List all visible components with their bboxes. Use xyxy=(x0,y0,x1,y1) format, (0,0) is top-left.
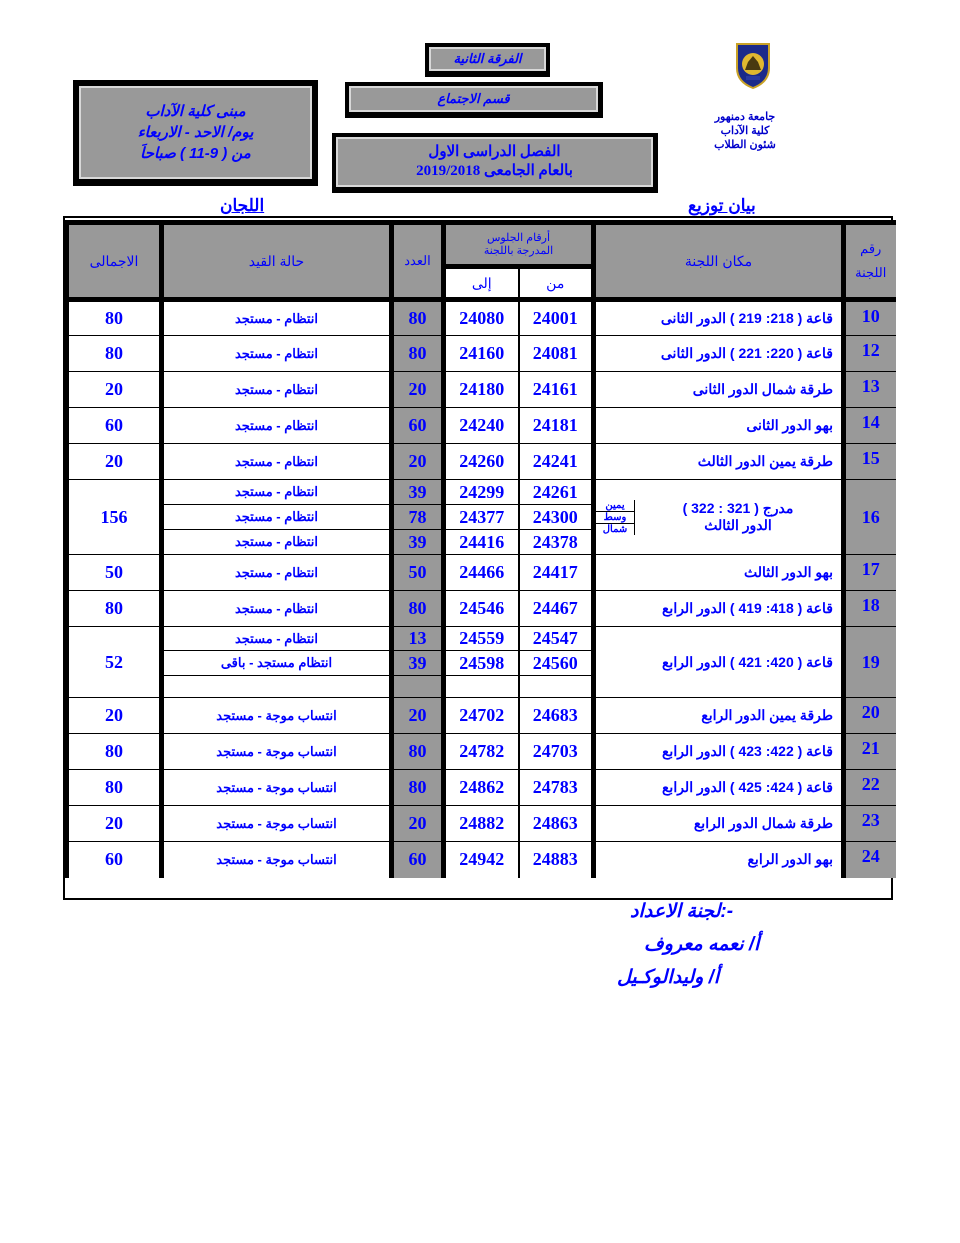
amphitheater-line2: الدور الثالث xyxy=(704,517,772,533)
table-row xyxy=(67,842,896,878)
table-row xyxy=(67,627,896,651)
amphitheater-line1: مدرج ( 321 : 322 ) xyxy=(682,500,794,516)
header-total: الاجمالى xyxy=(67,223,162,300)
committee-location: قاعة ( 420: 421 ) الدور الرابع xyxy=(594,627,844,698)
committee-number: 10 xyxy=(844,300,896,336)
enrollment-status: انتساب موجة - مستجد xyxy=(162,806,392,842)
seat-to: 24466 xyxy=(444,555,519,591)
enrollment-status: انتظام - مستجد xyxy=(162,372,392,408)
committee-member-2: أ/ وليدالوكـيل xyxy=(617,967,720,988)
seat-to: 24260 xyxy=(444,444,519,480)
seat-from: 24081 xyxy=(519,336,594,372)
section-middle: وسط xyxy=(596,512,634,524)
committee-location: بهو الدور الرابع xyxy=(594,842,844,878)
seat-to: 24416 xyxy=(444,530,519,555)
table-row xyxy=(67,444,896,480)
seat-from: 24181 xyxy=(519,408,594,444)
enrollment-status: انتظام - مستجد xyxy=(162,627,392,651)
enrollment-status: انتظام - مستجد xyxy=(162,591,392,627)
seat-to: 24559 xyxy=(444,627,519,651)
student-count: 39 xyxy=(392,480,444,505)
student-count: 78 xyxy=(392,505,444,530)
seat-to: 24160 xyxy=(444,336,519,372)
committee-total: 80 xyxy=(67,591,162,627)
preparation-committee-label: لجنة الاعداد:- xyxy=(630,901,734,922)
seat-from: 24783 xyxy=(519,770,594,806)
student-count: 20 xyxy=(392,372,444,408)
enrollment-status: انتظام - مستجد xyxy=(162,555,392,591)
enrollment-status-empty xyxy=(162,676,392,698)
department-box xyxy=(345,82,603,118)
seat-from: 24161 xyxy=(519,372,594,408)
seat-from: 24683 xyxy=(519,698,594,734)
section-labels xyxy=(596,500,634,535)
committee-location: بهو الدور الثانى xyxy=(594,408,844,444)
student-count: 50 xyxy=(392,555,444,591)
university-name: جامعة دمنهور xyxy=(714,111,776,123)
student-count: 80 xyxy=(392,300,444,336)
committee-total: 80 xyxy=(67,300,162,336)
committee-location: طرقة يمين الدور الرابع xyxy=(594,698,844,734)
header-count: العدد xyxy=(392,223,444,300)
distribution-title: بيان توزيع xyxy=(688,196,756,215)
seat-from: 24300 xyxy=(519,505,594,530)
committee-location: طرقة شمال الدور الرابع xyxy=(594,806,844,842)
committee-total: 52 xyxy=(67,627,162,698)
committee-location: قاعة ( 220: 221 ) الدور الثانى xyxy=(594,336,844,372)
committee-location: قاعة ( 422: 423 ) الدور الرابع xyxy=(594,734,844,770)
enrollment-status: انتظام - مستجد xyxy=(162,408,392,444)
committee-total: 60 xyxy=(67,842,162,878)
committee-number: 16 xyxy=(844,480,896,555)
seat-from: 24883 xyxy=(519,842,594,878)
committee-total: 80 xyxy=(67,336,162,372)
committee-total: 156 xyxy=(67,480,162,555)
semester-box xyxy=(332,133,658,193)
committee-total: 80 xyxy=(67,734,162,770)
section-left: شمال xyxy=(602,523,628,535)
committee-location: بهو الدور الثالث xyxy=(594,555,844,591)
seat-to: 24377 xyxy=(444,505,519,530)
committee-location xyxy=(594,480,844,555)
student-count: 60 xyxy=(392,408,444,444)
seat-from: 24547 xyxy=(519,627,594,651)
student-count: 20 xyxy=(392,444,444,480)
table-row xyxy=(67,336,896,372)
table-row xyxy=(67,555,896,591)
seat-to: 24240 xyxy=(444,408,519,444)
committee-number: 21 xyxy=(844,734,896,770)
enrollment-status: انتظام - مستجد xyxy=(162,530,392,555)
header-seats-1: أرقام الجلوس xyxy=(486,231,551,244)
header-seat-numbers xyxy=(444,223,594,267)
committee-location: قاعة ( 418: 419 ) الدور الرابع xyxy=(594,591,844,627)
enrollment-status: انتظام - مستجد xyxy=(162,300,392,336)
table-row xyxy=(67,480,896,505)
header-location: مكان اللجنة xyxy=(594,223,844,300)
enrollment-status: انتساب موجة - مستجد xyxy=(162,698,392,734)
university-info xyxy=(690,110,800,152)
seat-from: 24467 xyxy=(519,591,594,627)
header-committee-no-2: اللجنة xyxy=(855,265,887,280)
seat-from: 24001 xyxy=(519,300,594,336)
university-seal-icon xyxy=(733,40,773,90)
student-count-empty xyxy=(392,676,444,698)
seat-to: 24882 xyxy=(444,806,519,842)
committee-number: 24 xyxy=(844,842,896,878)
table-row xyxy=(67,734,896,770)
header-committee-no xyxy=(844,223,896,300)
amphitheater-label xyxy=(634,500,841,535)
enrollment-status: انتظام - مستجد xyxy=(162,444,392,480)
seat-to: 24598 xyxy=(444,651,519,676)
committees-title: اللجان xyxy=(220,196,265,215)
level-box xyxy=(425,43,550,77)
seat-to: 24782 xyxy=(444,734,519,770)
student-count: 39 xyxy=(392,651,444,676)
committee-number: 23 xyxy=(844,806,896,842)
header-status: حالة القيد xyxy=(162,223,392,300)
table-row xyxy=(67,300,896,336)
header-from: من xyxy=(519,267,594,300)
semester-line1: الفصل الدراسى الاول xyxy=(428,144,561,160)
building-line3: من ( 9-11 ) صباحاَ xyxy=(140,145,251,162)
seat-from: 24417 xyxy=(519,555,594,591)
seat-to: 24546 xyxy=(444,591,519,627)
seat-from-empty xyxy=(519,676,594,698)
building-line2: يوم/ الاحد - الاربعاء xyxy=(137,124,254,141)
building-box xyxy=(73,80,318,186)
office-name: شئون الطلاب xyxy=(714,139,776,151)
seat-from: 24261 xyxy=(519,480,594,505)
committee-location: طرقة يمين الدور الثالث xyxy=(594,444,844,480)
committee-total: 60 xyxy=(67,408,162,444)
committee-number: 14 xyxy=(844,408,896,444)
header-committee-no-1: رقم xyxy=(860,241,882,256)
committee-total: 20 xyxy=(67,698,162,734)
seat-to: 24862 xyxy=(444,770,519,806)
enrollment-status: انتظام - مستجد xyxy=(162,336,392,372)
table-row xyxy=(67,372,896,408)
committee-number: 12 xyxy=(844,336,896,372)
table-row xyxy=(67,770,896,806)
committee-location: طرقة شمال الدور الثانى xyxy=(594,372,844,408)
enrollment-status: انتظام - مستجد xyxy=(162,505,392,530)
semester-line2: بالعام الجامعى 2019/2018 xyxy=(416,163,573,179)
committee-total: 50 xyxy=(67,555,162,591)
committee-total: 20 xyxy=(67,444,162,480)
enrollment-status: انتظام مستجد - باقى xyxy=(162,651,392,676)
table-row xyxy=(67,408,896,444)
committee-number: 19 xyxy=(844,627,896,698)
student-count: 13 xyxy=(392,627,444,651)
committee-member-1: أ/ نعمه معروف xyxy=(644,934,760,955)
seat-to-empty xyxy=(444,676,519,698)
committee-total: 20 xyxy=(67,806,162,842)
seat-from: 24703 xyxy=(519,734,594,770)
seat-to: 24942 xyxy=(444,842,519,878)
student-count: 20 xyxy=(392,698,444,734)
seat-to: 24080 xyxy=(444,300,519,336)
table-row xyxy=(67,591,896,627)
student-count: 39 xyxy=(392,530,444,555)
student-count: 80 xyxy=(392,591,444,627)
seat-from: 24560 xyxy=(519,651,594,676)
level-label: الفرقة الثانية xyxy=(453,51,522,66)
committee-number: 13 xyxy=(844,372,896,408)
seat-from: 24241 xyxy=(519,444,594,480)
seat-to: 24180 xyxy=(444,372,519,408)
committee-number: 20 xyxy=(844,698,896,734)
faculty-name: كلية الآداب xyxy=(720,125,770,137)
enrollment-status: انتساب موجة - مستجد xyxy=(162,734,392,770)
enrollment-status: انتظام - مستجد xyxy=(162,480,392,505)
section-right: يمين xyxy=(596,500,634,512)
committees-table xyxy=(64,220,896,878)
seat-to: 24299 xyxy=(444,480,519,505)
student-count: 60 xyxy=(392,842,444,878)
committee-location: قاعة ( 424: 425 ) الدور الرابع xyxy=(594,770,844,806)
committee-total: 20 xyxy=(67,372,162,408)
student-count: 80 xyxy=(392,770,444,806)
student-count: 80 xyxy=(392,734,444,770)
seat-to: 24702 xyxy=(444,698,519,734)
committee-number: 17 xyxy=(844,555,896,591)
student-count: 80 xyxy=(392,336,444,372)
committee-number: 15 xyxy=(844,444,896,480)
seat-from: 24863 xyxy=(519,806,594,842)
seat-from: 24378 xyxy=(519,530,594,555)
header-seats-2: المدرجة باللجنة xyxy=(483,244,554,257)
committee-number: 22 xyxy=(844,770,896,806)
table-row xyxy=(67,698,896,734)
enrollment-status: انتساب موجة - مستجد xyxy=(162,842,392,878)
table-row xyxy=(67,806,896,842)
enrollment-status: انتساب موجة - مستجد xyxy=(162,770,392,806)
committee-total: 80 xyxy=(67,770,162,806)
student-count: 20 xyxy=(392,806,444,842)
committee-number: 18 xyxy=(844,591,896,627)
committee-location: قاعة ( 218: 219 ) الدور الثانى xyxy=(594,300,844,336)
department-label: قسم الاجتماع xyxy=(437,91,510,106)
building-line1: مبنى كلية الآداب xyxy=(145,103,246,120)
header-to: إلى xyxy=(444,267,519,300)
